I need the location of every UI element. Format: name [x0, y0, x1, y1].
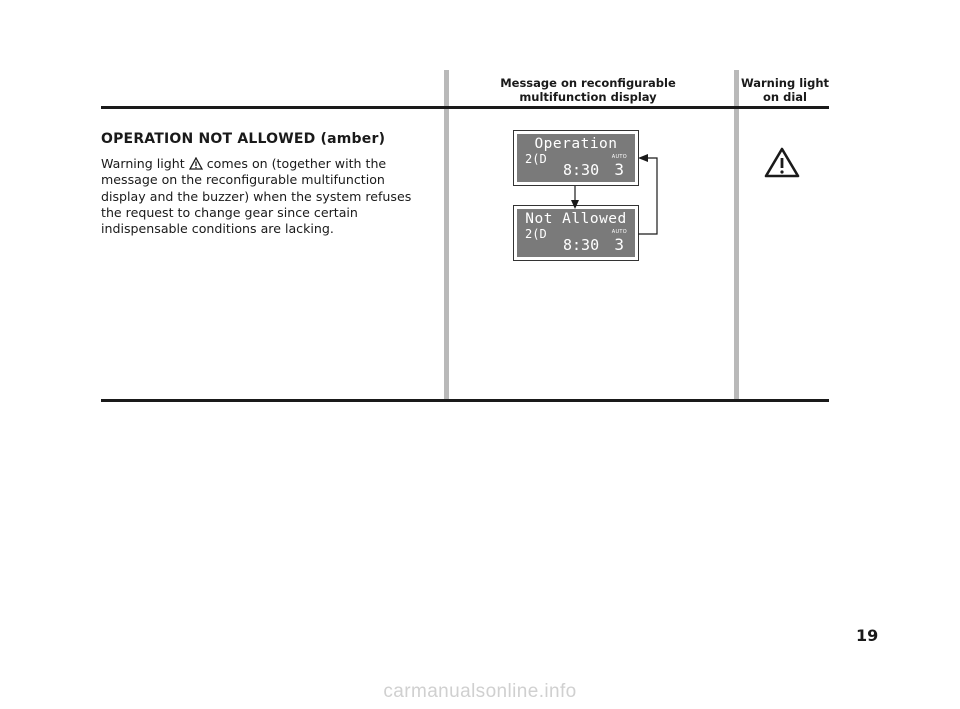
- lcd-time: 8:30: [563, 161, 600, 179]
- column-header-light-line1: Warning light: [740, 76, 830, 90]
- lcd-left-indicator: [525, 152, 547, 166]
- lcd-left-number: 2: [525, 227, 533, 241]
- warning-triangle-icon: [764, 147, 800, 179]
- column-header-message-line1: Message on reconfigurable: [500, 76, 676, 90]
- page-number: 19: [856, 626, 879, 645]
- lcd-auto-label: AUTO: [611, 154, 627, 160]
- arrow-return-icon: [638, 154, 657, 234]
- column-header-light-line2: on dial: [763, 90, 807, 104]
- watermark: carmanualsonline.info: [383, 681, 577, 702]
- lamp-symbol-icon: (D: [532, 227, 547, 241]
- lcd-message: Not Allowed: [525, 211, 627, 227]
- section-body: [101, 156, 431, 237]
- body-text-rest: comes on (together with the message on the reconfigurable multifunction display and the buzzer) when the system refuses the request to change gear since certain indispensable conditions are lacking.: [101, 156, 412, 237]
- lcd-auto-label: AUTO: [611, 229, 627, 235]
- column-header-warning-light: [735, 76, 835, 104]
- lcd-message: Operation: [534, 136, 618, 152]
- lcd-gear: 3: [614, 235, 624, 254]
- warning-triangle-icon: [189, 157, 203, 170]
- lcd-left-indicator: [525, 227, 547, 241]
- column-separator-right: [734, 70, 739, 401]
- lcd-gear: 3: [614, 160, 624, 179]
- section-title: OPERATION NOT ALLOWED (amber): [101, 131, 386, 147]
- body-text-start: Warning light: [101, 156, 185, 171]
- column-header-message-line2: multifunction display: [519, 90, 657, 104]
- column-separator-left: [444, 70, 449, 401]
- alternation-arrows: [560, 150, 670, 240]
- lcd-time: 8:30: [563, 236, 600, 254]
- arrow-down-icon: [571, 186, 579, 209]
- bottom-rule: [101, 399, 829, 402]
- lamp-symbol-icon: (D: [532, 152, 547, 166]
- column-header-message: [480, 76, 696, 104]
- top-rule: [101, 106, 829, 109]
- lcd-left-number: 2: [525, 152, 533, 166]
